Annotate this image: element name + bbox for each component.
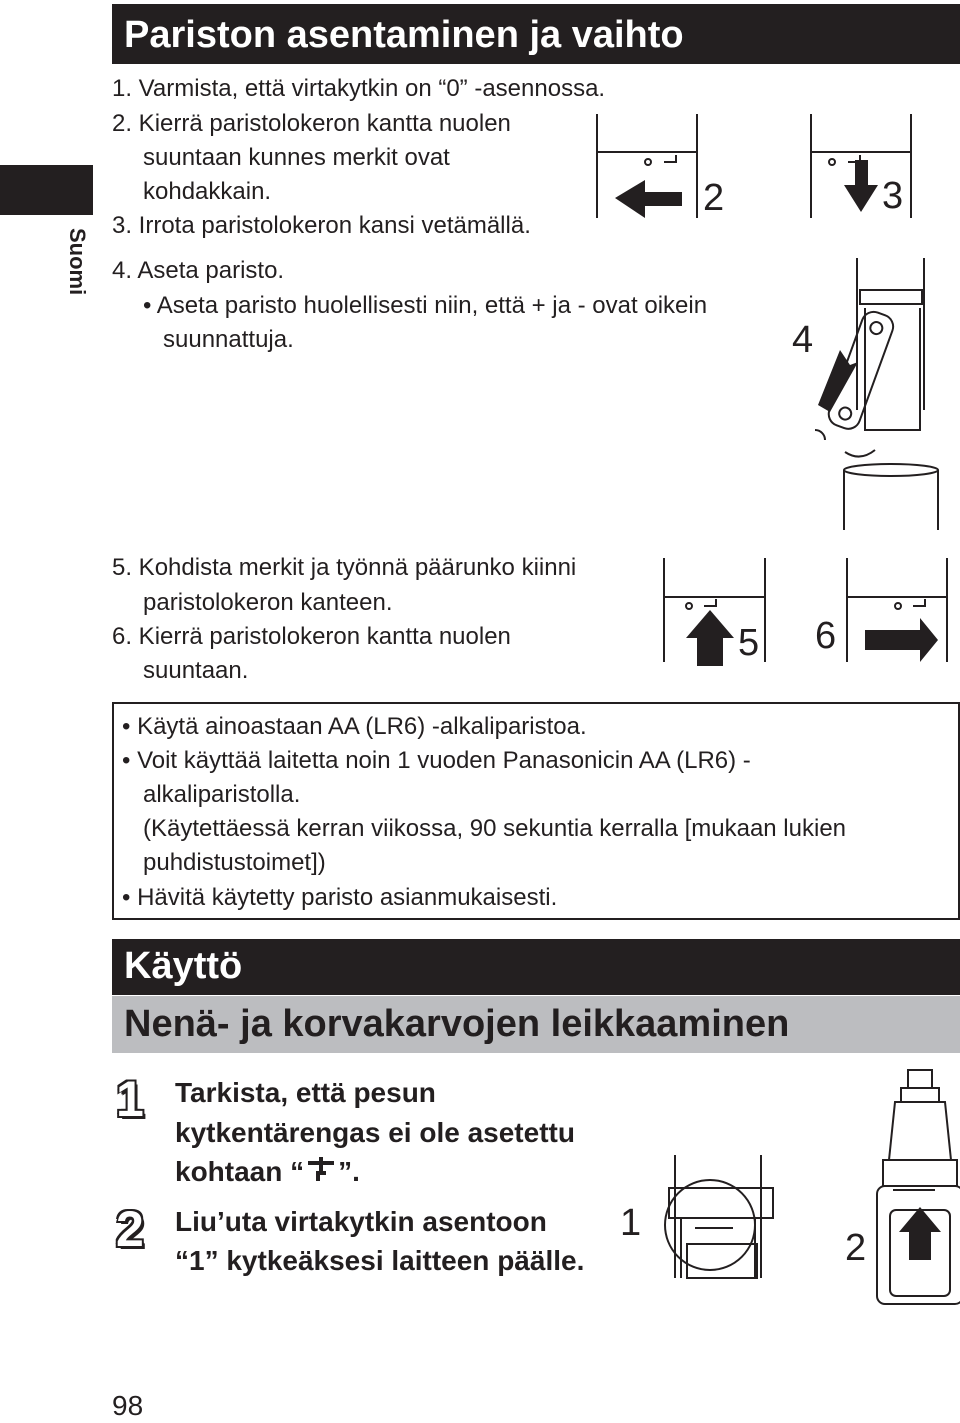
faucet-icon [304, 1155, 338, 1185]
step-2-line-1: Liu’uta virtakytkin asentoon [175, 1206, 547, 1237]
note-2-paren: (Käytettäessä kerran viikossa, 90 sekuntia kerralla [mukaan lukien [143, 815, 847, 842]
section-heading: Käyttö [124, 945, 243, 987]
figure-label-4: 4 [792, 319, 814, 361]
figure-label-2: 2 [703, 177, 725, 219]
step-3-text: 3. Irrota paristolokeron kansi vetämällä. [112, 212, 531, 239]
step-2-text-cont2: kohdakkain. [143, 178, 272, 205]
section-heading-bar [112, 4, 960, 64]
arrow-right-icon [865, 618, 938, 662]
side-tab-label: Suomi [65, 228, 90, 296]
section-heading-bar [112, 939, 960, 995]
trimmer-illustration [615, 1060, 960, 1310]
subsection-heading: Nenä- ja korvakarvojen leikkaaminen [124, 1003, 790, 1045]
note-1: • Käytä ainoastaan AA (LR6) -alkaliparistoa. [122, 713, 587, 740]
note-2-paren-cont: puhdistustoimet]) [143, 849, 326, 876]
side-tab-marker [0, 165, 93, 215]
step-1-line-1: Tarkista, että pesun [175, 1077, 436, 1108]
note-2-cont: alkaliparistolla. [143, 781, 301, 808]
step-2-text-cont: suuntaan kunnes merkit ovat [143, 144, 450, 171]
figure-label-3: 3 [882, 175, 904, 217]
arrow-down-icon [844, 160, 878, 212]
step-5-text: 5. Kohdista merkit ja työnnä päärunko kiinni [112, 554, 577, 581]
figure-label-2: 2 [845, 1227, 867, 1269]
step-5-text-cont: paristolokeron kanteen. [143, 589, 393, 616]
step-4-bullet-cont: suunnattuja. [163, 326, 294, 353]
step-2-text: 2. Kierrä paristolokeron kantta nuolen [112, 110, 511, 137]
arrow-up-icon [818, 350, 858, 412]
subsection-heading-bar [112, 996, 960, 1053]
section-heading: Pariston asentaminen ja vaihto [124, 14, 684, 56]
step-number-1: 1 [116, 1071, 144, 1127]
arrow-up-icon [899, 1207, 941, 1260]
step-4-bullet: • Aseta paristo huolellisesti niin, että + ja - ovat oikein [143, 292, 708, 319]
figure-label-6: 6 [815, 615, 837, 657]
step-number-2: 2 [116, 1201, 144, 1257]
step-1-line-3: kohtaan “ ”. [175, 1156, 360, 1187]
step-4-text: 4. Aseta paristo. [112, 257, 285, 284]
step-6-text: 6. Kierrä paristolokeron kantta nuolen [112, 623, 511, 650]
figure-label-1: 1 [620, 1202, 642, 1244]
arrow-up-icon [686, 610, 734, 666]
note-3: • Hävitä käytetty paristo asianmukaisesti. [122, 884, 558, 911]
step-1-text: 1. Varmista, että virtakytkin on “0” -asennossa. [112, 75, 606, 102]
arrow-left-icon [615, 180, 682, 218]
note-2: • Voit käyttää laitetta noin 1 vuoden Panasonicin AA (LR6) - [122, 747, 751, 774]
battery-illustration [560, 100, 960, 700]
step-2-line-2: “1” kytkeäksesi laitteen päälle. [175, 1245, 585, 1276]
step-6-text-cont: suuntaan. [143, 657, 249, 684]
figure-label-5: 5 [738, 622, 760, 664]
step-1-line-2: kytkentärengas ei ole asetettu [175, 1117, 575, 1148]
page-number: 98 [112, 1390, 144, 1421]
